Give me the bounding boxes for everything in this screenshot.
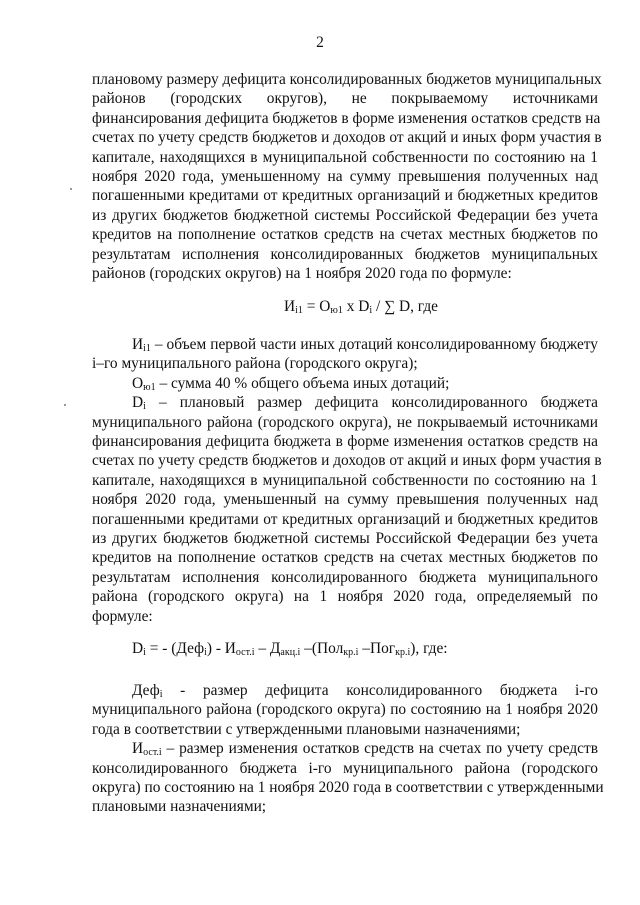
text-line: финансирования дефицита бюджета в форме изменения остатков средств на xyxy=(92,433,598,451)
text-line: ноября 2020 года, уменьшенному на сумму превышения полученных над xyxy=(92,168,598,186)
text-line: из других бюджетов бюджетной системы Российской Федерации без учета xyxy=(92,206,598,224)
formula-deficit: $D_i$ = - $(Деф_i) - И_{ост.i} - Д_{акц.i}$ –(Пол$_{кр.i}$ –Пог$_{кр.i}$), где: xyxy=(132,640,448,658)
text-line: округа) по состоянию на 1 ноября 2020 года в соответствии с утвержденными xyxy=(92,779,604,797)
text-line: района (городского округа) на 1 ноября 2020 года, определяемый по xyxy=(92,588,598,606)
page-number: 2 xyxy=(316,34,324,51)
definition-line: Деф$_i$ - размер дефицита консолидированного бюджета i-го xyxy=(132,682,598,700)
text-line: муниципального района (городского округа) по состоянию на 1 ноября 2020 xyxy=(92,701,598,719)
text-line: кредитов на пополнение остатков средств на счетах местных бюджетов по xyxy=(92,549,598,567)
scan-speck xyxy=(64,404,66,406)
definitions-second xyxy=(92,681,604,817)
text-line: счетах по учету средств бюджетов и доходов от акций и иных форм участия в xyxy=(92,452,602,470)
text-line: из других бюджетов бюджетной системы Российской Федерации без учета xyxy=(92,530,598,548)
text-line: плановыми назначениями; xyxy=(92,798,267,816)
formula-symbol: И xyxy=(284,298,296,315)
formula-first-part xyxy=(284,298,438,316)
text-line: капитале, находящихся в муниципальной собственности по состоянию на 1 xyxy=(92,148,598,166)
formula-subscript: ю1 xyxy=(330,305,343,316)
text-line: районов (городских округов), не покрываемому источниками xyxy=(92,90,598,108)
text-line: результатам исполнения консолидированного бюджета муниципального xyxy=(92,568,598,586)
text-line: консолидированного бюджета i-го муниципального района (городского xyxy=(92,759,598,777)
text-line: формуле: xyxy=(92,607,153,625)
text-line: финансирования дефицита бюджетов в форме изменения остатков средств на xyxy=(92,109,601,127)
definition-line: $О_{ю1}$ – сумма 40 % общего объема иных дотаций; xyxy=(132,374,450,393)
text-line: кредитов на пополнение остатков средств на счетах местных бюджетов по xyxy=(92,226,598,244)
text-line: капитале, находящихся в муниципальной собственности по состоянию на 1 xyxy=(92,471,598,489)
text-line: результатам исполнения консолидированных бюджетов муниципальных xyxy=(92,245,598,263)
paragraph-intro xyxy=(92,70,602,283)
text-line: года в соответствии с утвержденными плановыми назначениями; xyxy=(92,720,521,738)
text-line: плановому размеру дефицита консолидированных бюджетов муниципальных xyxy=(92,71,602,88)
formula-subscript: i1 xyxy=(295,305,303,316)
formula-symbol: = О xyxy=(302,298,331,315)
definitions-first xyxy=(92,335,602,626)
formula-symbol: / ∑ D, где xyxy=(372,298,438,315)
scan-speck xyxy=(70,188,72,190)
definition-line: $И_{i1}$ – объем первой части иных дотаций консолидированному бюджету xyxy=(132,336,598,354)
formula-symbol: х D xyxy=(342,298,370,315)
text-line: i–го муниципального района (городского округа); xyxy=(92,355,418,373)
text-line: погашенными кредитами от кредитных организаций и бюджетных кредитов xyxy=(92,187,598,205)
text-line: районов (городских округов) на 1 ноября 2020 года по формуле: xyxy=(92,265,512,283)
definition-line: $И_{ост.i}$ – размер изменения остатков средств на счетах по учету средств xyxy=(132,740,598,759)
formula-subscript: i xyxy=(369,305,373,316)
text-line: муниципального района (городского округа), не покрываемый источниками xyxy=(92,413,598,431)
text-line: ноября 2020 года, уменьшенный на сумму превышения полученных над xyxy=(92,491,598,509)
text-line: погашенными кредитами от кредитных организаций и бюджетных кредитов xyxy=(92,510,598,528)
text-line: счетах по учету средств бюджетов и доходов от акций и иных форм участия в xyxy=(92,129,602,147)
definition-line: $D_i$ – плановый размер дефицита консолидированного бюджета xyxy=(132,394,598,413)
